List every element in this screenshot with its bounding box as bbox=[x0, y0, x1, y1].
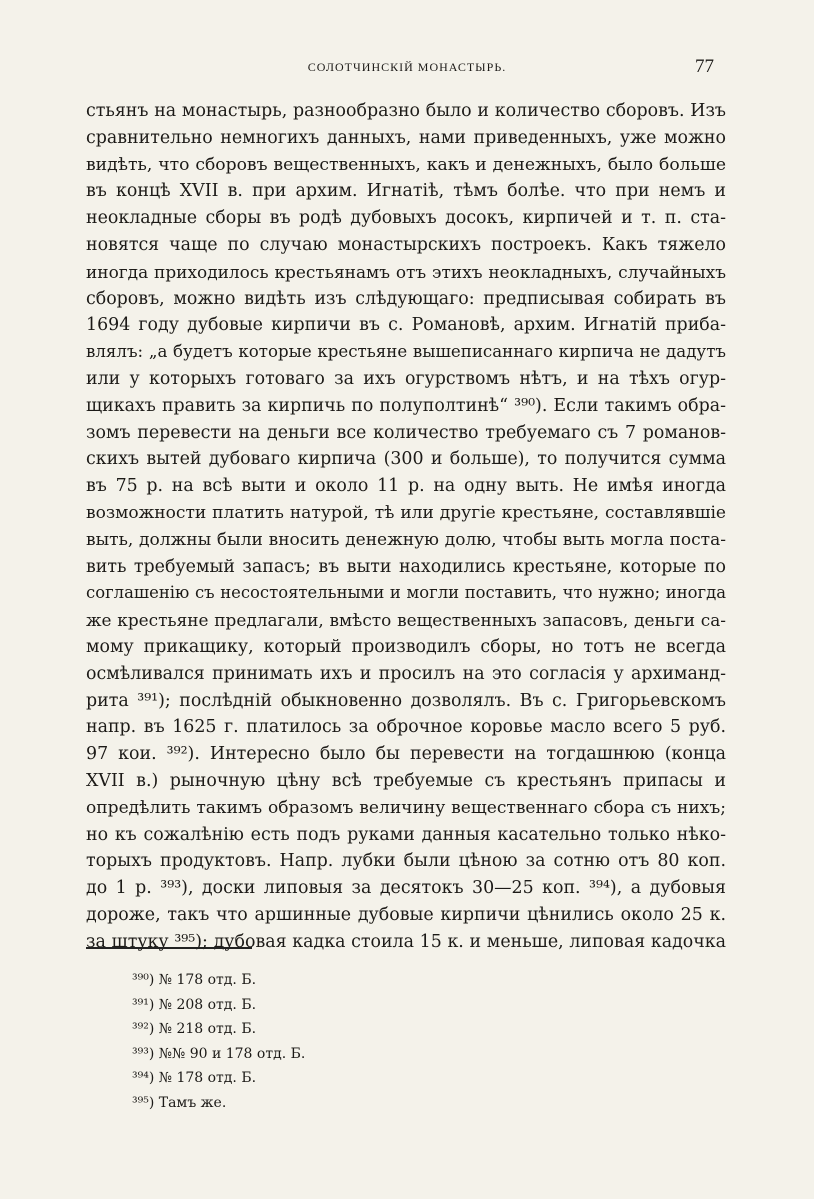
text-line: XVII в.) рыночную цѣну всѣ требуемые съ крестьянъ припасы и bbox=[86, 770, 726, 791]
text-line: стьянъ на монастырь, разнообразно было и количество сборовъ. Изъ bbox=[86, 101, 726, 121]
text-line: мому прикащику, который производилъ сборы, но тотъ не всегда bbox=[86, 636, 726, 657]
footnote: ³⁹⁵) Тамъ же. bbox=[132, 1094, 227, 1111]
text-line: 97 кои. ³⁹²). Интересно было бы перевести на тогдашнюю (конца bbox=[86, 744, 726, 765]
text-line: или у которыхъ готоваго за ихъ огурствомъ нѣтъ, и на тѣхъ огур- bbox=[86, 368, 726, 389]
text-line: осмѣливался принимать ихъ и просилъ на это согласія у архиманд- bbox=[86, 663, 726, 684]
text-line: щикахъ править за кирпичь по полуполтинѣ“ ³⁹⁰). Если такимъ обра- bbox=[86, 395, 726, 416]
text-line: новятся чаще по случаю монастырскихъ построекъ. Какъ тяжело bbox=[86, 234, 726, 255]
text-line: за штуку ³⁹⁵); дубовая кадка стоила 15 к. и меньше, липовая кадочка bbox=[86, 931, 726, 952]
text-line: возможности платить натурой, тѣ или другіе крестьяне, составлявшіе bbox=[86, 502, 726, 523]
text-line: зомъ перевести на деньги все количество требуемаго съ 7 романов- bbox=[86, 422, 726, 443]
text-line: же крестьяне предлагали, вмѣсто вещественныхъ запасовъ, деньги са- bbox=[86, 610, 726, 631]
running-title: СОЛОТЧИНСКІЙ МОНАСТЫРЬ. bbox=[307, 60, 507, 74]
page-number: 77 bbox=[695, 56, 714, 77]
text-line: 1694 году дубовые кирпичи въ с. Романовѣ, архим. Игнатій приба- bbox=[86, 315, 726, 336]
footnotes bbox=[132, 968, 532, 1116]
text-line: напр. въ 1625 г. платилось за оброчное коровье масло всего 5 руб. bbox=[86, 717, 726, 738]
body-text bbox=[86, 98, 726, 956]
footnote: ³⁹³) №№ 90 и 178 отд. Б. bbox=[132, 1045, 306, 1062]
footnote: ³⁹²) № 218 отд. Б. bbox=[132, 1021, 257, 1038]
text-line: въ 75 р. на всѣ выти и около 11 р. на одну выть. Не имѣя иногда bbox=[86, 476, 726, 497]
text-line: но къ сожалѣнію есть подъ руками данныя касательно только нѣко- bbox=[86, 824, 726, 845]
text-line: въ концѣ XVII в. при архим. Игнатіѣ, тѣмъ болѣе. что при немъ и bbox=[86, 181, 726, 202]
text-line: опредѣлить такимъ образомъ величину вещественнаго сбора съ нихъ; bbox=[86, 797, 726, 818]
text-line: иногда приходилось крестьянамъ отъ этихъ неокладныхъ, случайныхъ bbox=[86, 261, 726, 282]
footnote: ³⁹¹) № 208 отд. Б. bbox=[132, 996, 257, 1013]
text-line: сборовъ, можно видѣть изъ слѣдующаго: предписывая собирать въ bbox=[86, 288, 726, 309]
footnote: ³⁹⁴) № 178 отд. Б. bbox=[132, 1070, 257, 1087]
text-line: видѣть, что сборовъ вещественныхъ, какъ и денежныхъ, было больше bbox=[86, 154, 726, 175]
footnote: ³⁹⁰) № 178 отд. Б. bbox=[132, 972, 257, 988]
text-line: выть, должны были вносить денежную долю, чтобы выть могла поста- bbox=[86, 529, 726, 550]
text-line: рита ³⁹¹); послѣдній обыкновенно дозволялъ. Въ с. Григорьевскомъ bbox=[86, 690, 726, 711]
text-line: соглашенію съ несостоятельными и могли поставить, что нужно; иногда bbox=[86, 583, 726, 603]
text-line: влялъ: „а будетъ которые крестьяне вышеписаннаго кирпича не дадутъ bbox=[86, 342, 726, 362]
text-line: вить требуемый запасъ; въ выти находились крестьяне, которые по bbox=[86, 556, 726, 577]
text-line: сравнительно немногихъ данныхъ, нами приведенныхъ, уже можно bbox=[86, 127, 726, 148]
footnote-separator bbox=[86, 947, 252, 949]
text-line: скихъ вытей дубоваго кирпича (300 и больше), то получится сумма bbox=[86, 449, 726, 470]
text-line: торыхъ продуктовъ. Напр. лубки были цѣною за сотню отъ 80 коп. bbox=[86, 851, 726, 872]
text-line: неокладные сборы въ родѣ дубовыхъ досокъ, кирпичей и т. п. ста- bbox=[86, 208, 726, 229]
text-line: до 1 р. ³⁹³), доски липовыя за десятокъ 30—25 коп. ³⁹⁴), а дубовыя bbox=[86, 878, 726, 899]
text-line: дороже, такъ что аршинные дубовые кирпичи цѣнились около 25 к. bbox=[86, 904, 726, 925]
